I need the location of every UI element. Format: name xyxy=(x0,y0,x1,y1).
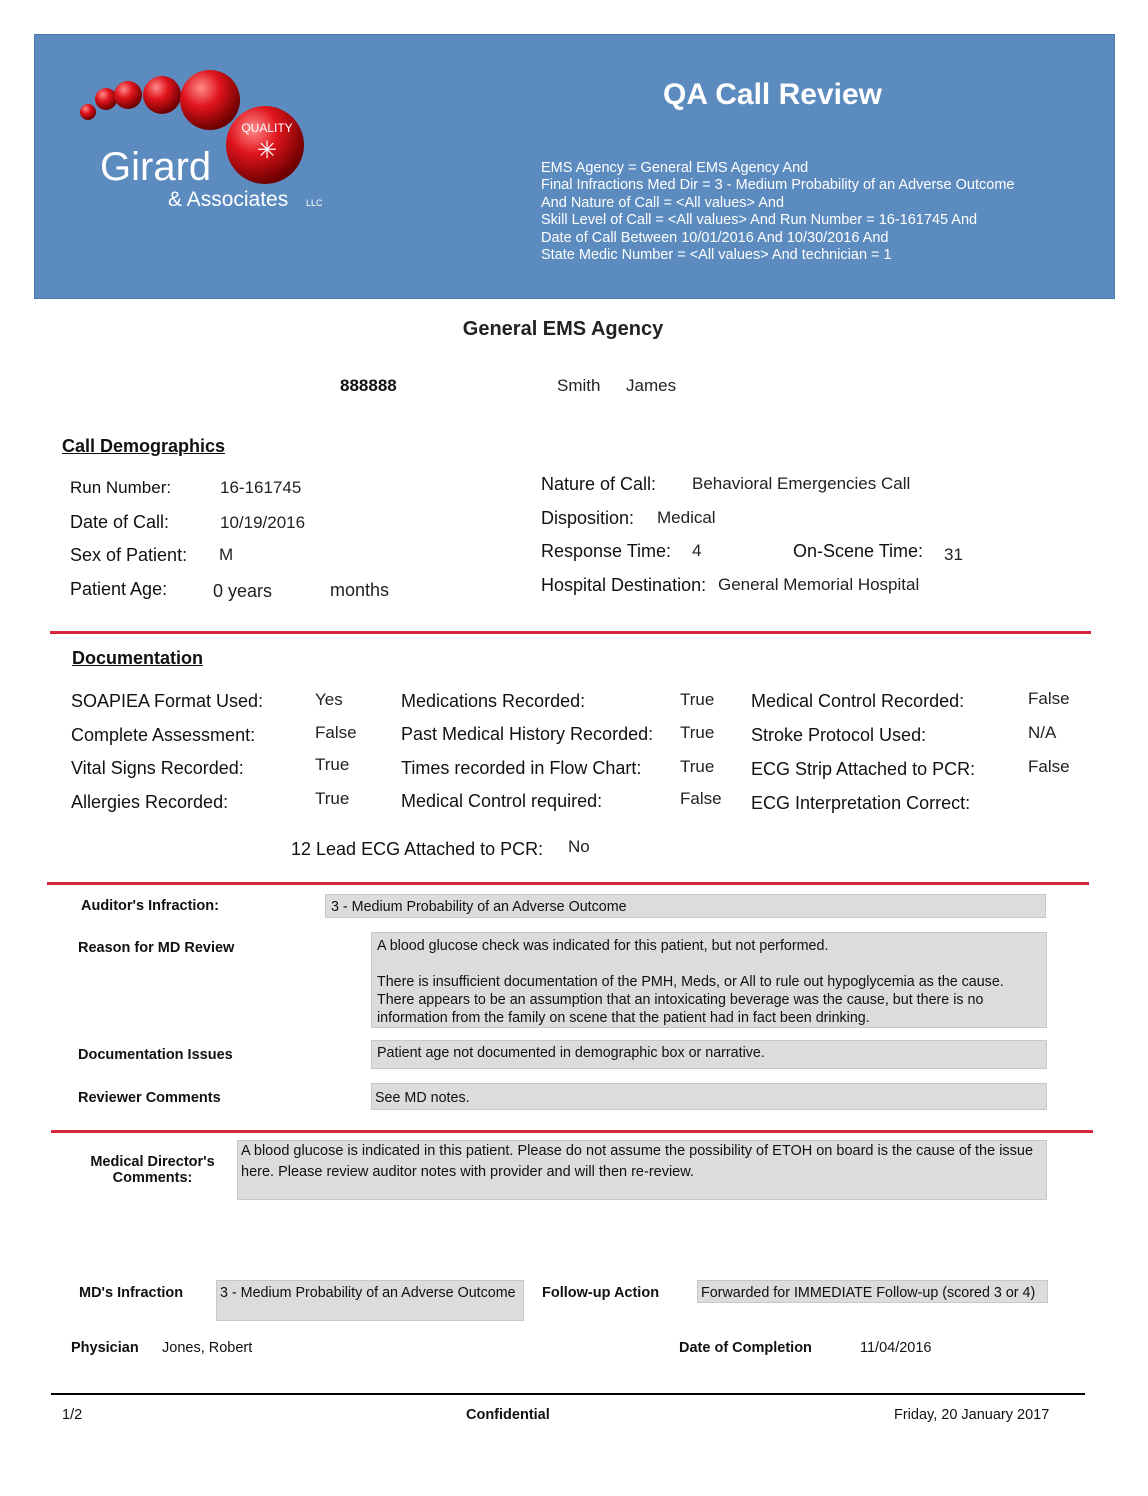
star-of-life-icon: ✳ xyxy=(256,137,278,164)
physician-value: Jones, Robert xyxy=(162,1340,253,1356)
auditor-infraction-label: Auditor's Infraction: xyxy=(81,898,219,914)
soapiea-label: SOAPIEA Format Used: xyxy=(71,691,264,711)
medical-control-recorded-label: Medical Control Recorded: xyxy=(751,691,965,711)
filter-line: Skill Level of Call = <All values> And Run Number = 16-161745 And xyxy=(541,212,978,229)
on-scene-time-value: 31 xyxy=(944,545,963,564)
soapiea-value: Yes xyxy=(315,690,343,709)
page-number: 1/2 xyxy=(62,1407,83,1423)
medications-label: Medications Recorded: xyxy=(401,691,586,711)
sex-value: M xyxy=(219,545,234,564)
logo-main-text: Girard xyxy=(100,145,212,189)
followup-action-value: Forwarded for IMMEDIATE Follow-up (scored 3 or 4) xyxy=(697,1280,1048,1303)
filter-line: And Nature of Call = <All values> And xyxy=(541,194,785,211)
md-comments-label-line2: Comments: xyxy=(112,1170,193,1186)
confidential-label: Confidential xyxy=(466,1407,550,1423)
date-of-call-value: 10/19/2016 xyxy=(220,513,306,532)
footer-divider xyxy=(51,1393,1085,1395)
documentation-issues-label: Documentation Issues xyxy=(78,1047,233,1063)
section-divider xyxy=(50,631,1091,634)
response-time-value: 4 xyxy=(692,541,702,560)
disposition-value: Medical xyxy=(657,508,716,527)
followup-action-label: Follow-up Action xyxy=(542,1285,660,1301)
filter-line: EMS Agency = General EMS Agency And xyxy=(541,160,809,176)
stroke-protocol-label: Stroke Protocol Used: xyxy=(751,725,927,745)
filter-line: Final Infractions Med Dir = 3 - Medium Probability of an Adverse Outcome xyxy=(541,177,1015,194)
logo-badge-text: QUALITY xyxy=(241,121,293,135)
reason-md-review-label: Reason for MD Review xyxy=(78,940,235,956)
patient-age-label: Patient Age: xyxy=(70,579,168,599)
nature-of-call-label: Nature of Call: xyxy=(541,474,657,494)
company-logo xyxy=(34,34,364,234)
pmh-label: Past Medical History Recorded: xyxy=(401,724,654,744)
medications-value: True xyxy=(680,690,715,709)
date-of-completion-value: 11/04/2016 xyxy=(860,1340,932,1356)
report-title: QA Call Review xyxy=(663,78,882,111)
pmh-value: True xyxy=(680,723,715,742)
response-time-label: Response Time: xyxy=(541,541,672,561)
date-of-call-label: Date of Call: xyxy=(70,512,170,532)
ecg12-label: 12 Lead ECG Attached to PCR: xyxy=(291,839,544,859)
md-comments-value: A blood glucose is indicated in this patient. Please do not assume the possibility of ETOH on board is the cause of the issue here. Please review auditor notes with provider and will then re-review. xyxy=(237,1140,1047,1200)
complete-assessment-value: False xyxy=(315,723,357,742)
footer-date: Friday, 20 January 2017 xyxy=(894,1407,1050,1423)
logo-llc-text: LLC xyxy=(306,198,323,208)
medical-control-required-value: False xyxy=(680,789,722,808)
date-of-completion-label: Date of Completion xyxy=(679,1340,812,1356)
md-comments-label-line1: Medical Director's xyxy=(90,1154,215,1170)
reason-paragraph-1: A blood glucose check was indicated for this patient, but not performed. xyxy=(377,938,829,954)
disposition-label: Disposition: xyxy=(541,508,635,528)
filter-line: Date of Call Between 10/01/2016 And 10/30/2016 And xyxy=(541,229,889,246)
reviewer-comments-label: Reviewer Comments xyxy=(78,1090,221,1106)
md-infraction-value: 3 - Medium Probability of an Adverse Outcome xyxy=(216,1280,524,1321)
ecg-interpretation-label: ECG Interpretation Correct: xyxy=(751,793,971,813)
flow-chart-label: Times recorded in Flow Chart: xyxy=(401,758,642,778)
allergies-label: Allergies Recorded: xyxy=(71,792,229,812)
md-infraction-label: MD's Infraction xyxy=(79,1285,184,1301)
physician-label: Physician xyxy=(71,1340,139,1356)
section-divider xyxy=(51,1130,1093,1133)
reviewer-comments-value: See MD notes. xyxy=(371,1083,1047,1110)
auditor-infraction-value: 3 - Medium Probability of an Adverse Outcome xyxy=(325,894,1046,918)
stroke-protocol-value: N/A xyxy=(1028,723,1057,742)
filter-criteria xyxy=(541,160,1101,264)
ecg-strip-value: False xyxy=(1028,757,1070,776)
documentation-issues-value: Patient age not documented in demographic box or narrative. xyxy=(371,1040,1047,1069)
medic-last-name: Smith xyxy=(557,376,601,395)
patient-age-value: 0 years xyxy=(213,581,273,601)
documentation-heading: Documentation xyxy=(72,648,204,668)
flow-chart-value: True xyxy=(680,757,715,776)
call-demographics-heading: Call Demographics xyxy=(62,436,226,456)
on-scene-time-label: On-Scene Time: xyxy=(793,541,924,561)
run-number-value: 16-161745 xyxy=(220,478,302,497)
medical-control-recorded-value: False xyxy=(1028,689,1070,708)
md-comments-label xyxy=(70,1154,235,1186)
allergies-value: True xyxy=(315,789,350,808)
section-divider xyxy=(47,882,1089,885)
medic-number: 888888 xyxy=(340,376,397,395)
sex-label: Sex of Patient: xyxy=(70,545,188,565)
ecg-strip-label: ECG Strip Attached to PCR: xyxy=(751,759,976,779)
reason-paragraph-2: There is insufficient documentation of the PMH, Meds, or All to rule out hypoglycemia as the cause. There appears to be an assumption that an intoxicating beverage was the cause, but there is no information from the family on scene that the patient had in fact been drinking. xyxy=(377,974,1004,1026)
ecg12-value: No xyxy=(568,837,590,856)
vital-signs-value: True xyxy=(315,755,350,774)
reason-md-review-box xyxy=(371,932,1047,1028)
medical-control-required-label: Medical Control required: xyxy=(401,791,603,811)
patient-months-value: months xyxy=(330,580,390,600)
agency-title: General EMS Agency xyxy=(462,318,664,340)
logo-sub-text: & Associates xyxy=(168,188,289,211)
medic-first-name: James xyxy=(626,376,677,395)
hospital-destination-value: General Memorial Hospital xyxy=(718,575,920,594)
run-number-label: Run Number: xyxy=(70,478,172,497)
complete-assessment-label: Complete Assessment: xyxy=(71,725,256,745)
hospital-destination-label: Hospital Destination: xyxy=(541,575,707,595)
vital-signs-label: Vital Signs Recorded: xyxy=(71,758,244,778)
filter-line: State Medic Number = <All values> And technician = 1 xyxy=(541,247,892,264)
nature-of-call-value: Behavioral Emergencies Call xyxy=(692,474,911,493)
